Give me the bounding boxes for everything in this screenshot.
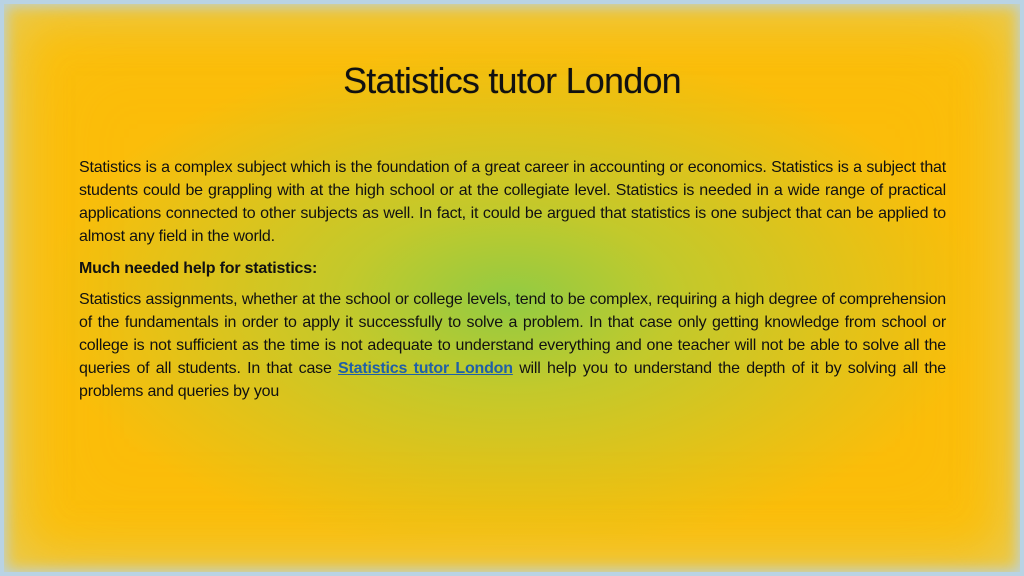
statistics-tutor-link[interactable]: Statistics tutor London	[338, 360, 513, 377]
intro-paragraph: Statistics is a complex subject which is the foundation of a great career in accounting or economics. Statistics is a subject that students could be grappling with at the high school or at the collegiate level. Statistics is needed in a wide range of practical applications connected to other subjects as well. In fact, it could be argued that statistics is one subject that can be applied to almost any field in the world.	[79, 159, 946, 245]
assignments-text: Statistics assignments, whether at the school or college levels, tend to be complex, requiring a high degree of comprehension of the fundamentals in order to apply it successfully to solve a problem. In that case only getting knowledge from school or college is not sufficient as the time is not adequate to understand everything and one teacher will not be able to solve all the queries of all students. In that case	[79, 291, 946, 377]
section-heading: Much needed help for statistics:	[79, 260, 318, 277]
assignments-text-end: will help you to understand the depth of it by solving all the problems and queries by you	[79, 360, 946, 400]
slide-body	[79, 156, 946, 412]
assignments-paragraph	[79, 288, 946, 403]
slide-title: Statistics tutor London	[343, 60, 681, 101]
